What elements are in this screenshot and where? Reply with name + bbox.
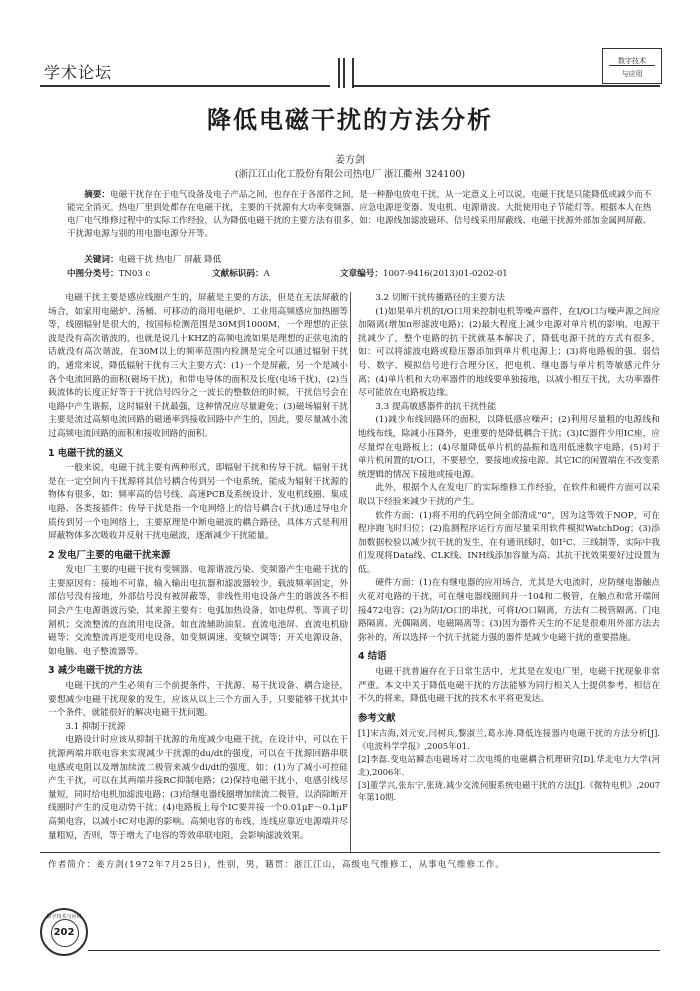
section-3-3-paragraph-b: 此外，根据个人在发电厂的实际维修工作经验，在软件和硬件方面可以采取以下经验来减少干扰的产生。 <box>358 483 660 507</box>
section-3-3-paragraph-c: 软件方面：(1)将不用的代码空间全部清成“0”，因为这等效于NOP，可在程序跑飞时归位；(2)监测程序运行方面尽量采用软件模拟WatchDog；(3)添加数据校验以减少抗干扰的发生，在有通讯线时，如I²C、三线制等，实际中我们发现将Data线、CLK线、INH线添加容量为高、其抗干扰效果要好过设置为低。 <box>358 510 660 575</box>
section-title: 学术论坛 <box>44 63 113 82</box>
clc-label: 中图分类号： <box>67 269 119 279</box>
keywords <box>67 253 655 265</box>
header-rule-right <box>352 85 660 87</box>
footnote-rule <box>40 852 660 853</box>
id-label: 文章编号： <box>340 269 383 279</box>
abstract-label: 摘要： <box>84 190 110 200</box>
article-affiliation: (浙江江山化工股份有限公司热电厂 浙江衢州 324100) <box>234 169 466 180</box>
page-number-badge <box>40 908 88 956</box>
page-number: 202 <box>53 927 75 938</box>
section-3-2-paragraph: (1)如果单片机的I/O口用来控制电机等噪声器件，在I/O口与噪声源之间应加隔离(增加π形滤波电路)；(2)最大程度上减少电源对单片机的影响。电源干扰减少了，整个电路的抗干扰就基本解决了，降低电源干扰的方式有很多，如：可以将滤波电路或稳压器添加到单片机电源上；(3)将电路板的强、弱信号、数字、模拟信号进行合理分区，把电机、继电器与单片机等敏感元件分离；(4)单片机和大功率器件的地线要单独接地，以减小相互干扰，大功率器件尽可能放在电路板边缘。 <box>358 306 660 399</box>
references-heading: 参考文献 <box>358 712 396 724</box>
section-3-1-paragraph: 电路设计时应该从抑制干扰源的角度减少电磁干扰，在设计中，可以在干扰源两端并联电容来实现减少干扰源的du/dt的强度，可以在干扰源回路串联电感或电阻以及增加续流二极管来减少di/dt的强度，如：(1)为了减小可控硅产生干扰，可以在其两端并接RC抑制电路；(2)保持电磁干扰小，电感引线尽量短，同时给电机加滤波电路；(3)给继电器线圈增加续流二极管，以消除断开线圈时产生的反电动势干扰；(4)电路板上每个IC要并接一个0.01μF～0.1μF高频电容，以减小IC对电源的影响。高频电容的布线，连线应靠近电源端并尽量粗短，否则，等于增大了电容的等效串联电阻，会影响滤波效果。 <box>48 735 348 841</box>
section-2-heading: 2 发电厂主要的电磁干扰来源 <box>48 549 171 561</box>
bottom-rule <box>88 950 660 951</box>
section-4-paragraph: 电磁干扰普遍存在于日常生活中，尤其是在发电厂里，电磁干扰现象非常严重。本文中关于降低电磁干扰的方法能够为同行相关人士提供参考，相信在不久的将来，降低电磁干扰的技术水平将更发达。 <box>358 667 660 705</box>
section-3-1-heading: 3.1 抑制干扰源 <box>65 721 126 732</box>
article-author: 姜方剑 <box>335 155 365 166</box>
section-3-3-heading: 3.3 提高敏感器件的抗干扰性能 <box>375 401 497 412</box>
clc-value: TN03 c <box>118 269 151 279</box>
article-title: 降低电磁干扰的方法分析 <box>207 106 493 134</box>
logo-line1: 数字技术 <box>618 57 646 65</box>
abstract-text: 电磁干扰存在于电气设备及电子产品之间，也存在于各部件之间，是一种静电放电干扰，从一定意义上可以说，电磁干扰是只能降低或减少而不能完全消灭。热电厂里到处都存在电磁干扰，主要的干扰源有大功率变频器、应急电源逆变器、发电机、电源谐波、大批使用电子节能灯等。根据本人在热电厂电气维修过程中的实际工作经验，认为降低电磁干扰的主要方法有很多，如：电源线加滤波磁环、信号线采用屏蔽线、电磁干扰源外部加金属网屏蔽、干扰源电源与别的用电器电源分开等。 <box>67 190 652 239</box>
section-3-3-paragraph-a: (1)减少布线回路环的面积，以降低感应噪声；(2)利用尽量粗的电源线和地线布线，除减小压降外，更重要的是降低耦合干扰；(3)IC器件少用IC座，应尽量焊在电路板上；(4)尽量降低单片机的晶振和选用低速数字电路，(5)对于单片机闲置的I/O口，不要悬空，要接地或接电源。其它IC的闲置端在不改变系统逻辑的情况下接地或接电源。 <box>358 415 660 480</box>
badge-text: 数字技术与应用 <box>46 914 82 920</box>
reference-item: [2]李磊.变电站瞬态电磁场对二次电缆的电磁耦合机理研究[D].华北电力大学(河北),2006年. <box>358 754 660 777</box>
doc-value: A <box>263 269 270 279</box>
keywords-text: 电磁干扰 热电厂 屏蔽 降低 <box>118 255 222 265</box>
reference-item: [1]宋古海,刘元安,闫树兵,黎淑兰,葛永涛.降低连接器内电磁干扰的方法分析[J].《电波科学学报》,2005年01. <box>358 728 660 752</box>
column-divider <box>350 292 351 852</box>
section-3-3-paragraph-d: 硬件方面：(1)在有继电器的应用场合，尤其是大电流时，应防继电器触点火花对电路的干扰，可在继电器线圈间并一104和二极管，在触点和常开端间接472电容；(2)为防I/O口的串扰，可将I/O口隔离，方法有二极管隔离、门电路隔离、光偶隔离、电磁隔离等；(3)因为器件天生的不足是很难用外部方法去弥补的，所以选择一个抗干扰能力强的器件是减少电磁干扰的重要措施。 <box>358 578 660 643</box>
clc-number <box>67 267 150 279</box>
keywords-label: 关键词： <box>84 255 119 265</box>
section-3-2-heading: 3.2 切断干扰传播路径的主要方法 <box>375 293 505 303</box>
journal-logo <box>602 48 662 84</box>
header-rule-left <box>40 85 330 87</box>
document-code <box>212 267 270 279</box>
doc-label: 文献标识码： <box>212 269 264 279</box>
section-3-paragraph: 电磁干扰的产生必须有三个前提条件，干扰源、易干扰设备、耦合途径，要想减少电磁干扰现象的发生，应该从以上三个方面入手，只要能够干扰其中一个条件，就能很好的解决电磁干扰问题。 <box>48 681 348 719</box>
section-1-heading: 1 电磁干扰的涵义 <box>48 447 124 459</box>
section-3-heading: 3 减少电磁干扰的方法 <box>48 665 143 677</box>
page-header <box>40 48 660 88</box>
intro-paragraph: 电磁干扰主要是感应线圈产生的，屏蔽是主要的方法，但是在无法屏蔽的场合，如家用电磁炉、汤桶、可移动的商用电磁炉、工业用高频感应加热圈等等，线圈辐射是很大的，按国标检测范围是30M到1000M，一个理想的正弦波是没有高次谐波的，也就是说几十KHZ的高频电流如果是理想的正弦电流的话就没有高次谐波，在30M以上的频率范围内检测是完全可以通过辐射干扰的，通常来说，降低辐射干扰有三大主要方式：(1)一个是屏蔽，另一个是减小各个电流回路的面积(磁场干扰)，和带电导体的面积及长度(电场干扰)，(2)当载流体的长度正好等于干扰信号四分之一波长的整数倍的时候，干扰信号会在电路中产生谐振，这时辐射干扰最强，这种情况应尽量避免；(3)磁场辐射干扰主要是流过高频电流回路的磁通率到接收回路中产生的，因此，要尽量减小流过高频电流回路的面积和接收回路的面积。 <box>48 293 348 439</box>
reference-item: [3]董学兴,张东宁,张珑.减少交流伺服系统电磁干扰的方法[J].《微特电机》,2007年第10期. <box>358 779 660 803</box>
logo-line2: 与应用 <box>621 70 643 78</box>
right-column <box>358 292 660 804</box>
left-column <box>48 292 348 843</box>
section-1-paragraph: 一般来说，电磁干扰主要有两种形式，即辐射干扰和传导干扰。辐射干扰是在一定空间内干扰源将其信号耦合传到另一个电系统，能成为辐射干扰源的物体有很多，如：频率高的信号线、高速PCB及系统设计、发电机线圈、集成电路、各类接插件；传导干扰是指一个电网络上的信号耦合(干扰)通过导电介质传到另一个电网络上，主要原理是中断电磁波的耦合路径，具体方式是利用屏蔽物体多次吸收并反射干扰电磁波，逐渐减少干扰能量。 <box>48 463 348 542</box>
author-footnote: 作者简介：姜方剑(1972年7月25日)，性别，男，籍贯：浙江江山，高级电气维修工，从事电气维修工作。 <box>48 860 505 870</box>
abstract <box>67 189 655 241</box>
article-id <box>340 267 508 279</box>
section-4-heading: 4 结语 <box>358 651 387 663</box>
id-value: 1007-9416(2013)01-0202-01 <box>382 269 508 279</box>
section-2-paragraph: 发电厂主要的电磁干扰有变频器、电源谐波污染、变频器产生电磁干扰的主要原因有：接地不可靠，输入输出电抗器和滤波器较少，载波频率固定，外部信号没有接地，外部信号没有被屏蔽等，非线性用电设备产生的谐波各不相同会产生电源谐波污染，其来源主要有：电弧加热设备，如电焊机、等离子切割机；交流整流的直流用电设备，如直流辅助油泵、直流电池屏、直流电机励磁等；交流整流再逆变用电设备，如变频调速、变频空调等；开关电源设备，如电脑、电子整流器等。 <box>48 565 348 657</box>
